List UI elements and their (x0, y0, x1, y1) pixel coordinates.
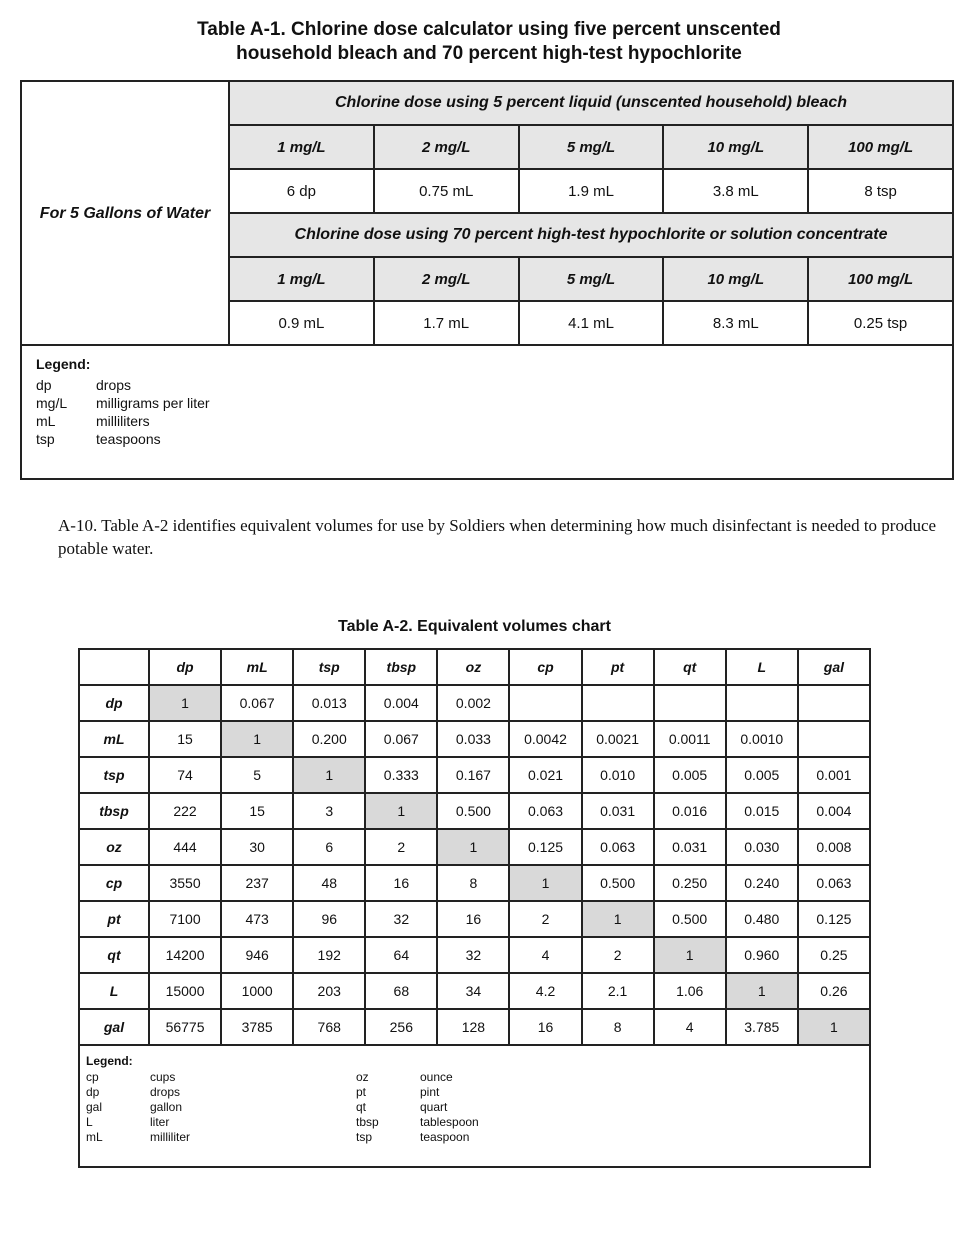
table-cell: 0.0021 (582, 721, 654, 757)
table-cell: 34 (437, 973, 509, 1009)
legend-meaning: quart (420, 1100, 448, 1114)
table-cell: 56775 (149, 1009, 221, 1045)
table-cell: 256 (365, 1009, 437, 1045)
side-label: For 5 Gallons of Water (21, 81, 229, 345)
table-cell: 2 (509, 901, 581, 937)
table-cell: 0.008 (798, 829, 870, 865)
table-cell: 0.031 (582, 793, 654, 829)
dose-header-cell: 10 mg/L (663, 257, 808, 301)
table-cell: 0.015 (726, 793, 798, 829)
column-header-row (79, 649, 870, 685)
table-cell: 32 (365, 901, 437, 937)
legend-abbr: qt (356, 1100, 367, 1114)
legend-meaning: teaspoon (420, 1130, 470, 1144)
table-cell: 0.063 (509, 793, 581, 829)
table-cell: 68 (365, 973, 437, 1009)
table-cell: 0.125 (509, 829, 581, 865)
column-header: oz (437, 649, 509, 685)
table-cell: 0.125 (798, 901, 870, 937)
legend-meaning: drops (96, 377, 132, 393)
table-cell: 7100 (149, 901, 221, 937)
table-cell: 0.240 (726, 865, 798, 901)
legend-abbr: tbsp (356, 1115, 379, 1129)
table-cell: 128 (437, 1009, 509, 1045)
table-row (79, 757, 870, 793)
table-cell: 1 (509, 865, 581, 901)
legend-item (356, 1070, 626, 1085)
table-cell: 32 (437, 937, 509, 973)
legend-item (36, 376, 952, 394)
column-header: tsp (293, 649, 365, 685)
legend-abbr: dp (36, 377, 52, 393)
table-cell: 8 (437, 865, 509, 901)
legend-meaning: cups (150, 1070, 176, 1084)
legend-meaning: ounce (420, 1070, 453, 1084)
legend-item (356, 1100, 626, 1115)
column-header: L (726, 649, 798, 685)
table-cell: 16 (365, 865, 437, 901)
table-cell: 3.785 (726, 1009, 798, 1045)
row-header: tsp (79, 757, 149, 793)
table-a1-title (0, 18, 978, 66)
table-cell: 0.030 (726, 829, 798, 865)
table-cell: 0.005 (726, 757, 798, 793)
legend-meaning: milligrams per liter (96, 395, 210, 411)
table-cell: 15 (221, 793, 293, 829)
legend-abbr: oz (356, 1070, 369, 1084)
table-cell: 0.0042 (509, 721, 581, 757)
legend-meaning: pint (420, 1085, 440, 1099)
legend-abbr: cp (86, 1070, 99, 1084)
legend-item (36, 430, 952, 448)
table-cell: 0.333 (365, 757, 437, 793)
legend-item (86, 1100, 356, 1115)
table-cell: 4.2 (509, 973, 581, 1009)
legend-meaning: tablespoon (420, 1115, 479, 1129)
legend-abbr: mg/L (36, 395, 68, 411)
dose-header-cell: 100 mg/L (808, 125, 953, 169)
table-a2-legend (79, 1045, 870, 1167)
table-cell: 0.500 (654, 901, 726, 937)
legend-title: Legend: (86, 1054, 133, 1068)
table-cell: 0.960 (726, 937, 798, 973)
htc-value-cell: 4.1 mL (519, 301, 664, 345)
column-header: dp (149, 649, 221, 685)
table-cell: 0.063 (582, 829, 654, 865)
legend-item (86, 1115, 356, 1130)
table-cell: 8 (582, 1009, 654, 1045)
table-cell: 0.067 (365, 721, 437, 757)
bleach-value-cell: 6 dp (229, 169, 374, 213)
dose-header-cell: 10 mg/L (663, 125, 808, 169)
table-cell: 0.010 (582, 757, 654, 793)
table-cell: 0.004 (365, 685, 437, 721)
table-cell: 15000 (149, 973, 221, 1009)
table-cell: 74 (149, 757, 221, 793)
table-cell: 0.480 (726, 901, 798, 937)
table-cell: 3 (293, 793, 365, 829)
table-a1-legend (21, 345, 953, 479)
legend-meaning: milliliters (96, 413, 150, 429)
table-cell: 473 (221, 901, 293, 937)
table-cell: 0.002 (437, 685, 509, 721)
legend-abbr: gal (86, 1100, 103, 1114)
table-cell: 946 (221, 937, 293, 973)
bleach-value-cell: 8 tsp (808, 169, 953, 213)
legend-item (356, 1085, 626, 1100)
table-row (79, 901, 870, 937)
table-cell (582, 685, 654, 721)
table-cell: 16 (509, 1009, 581, 1045)
table-cell (509, 685, 581, 721)
legend-meaning: drops (150, 1085, 181, 1099)
legend-item (356, 1130, 626, 1145)
table-cell: 0.031 (654, 829, 726, 865)
htc-value-cell: 0.9 mL (229, 301, 374, 345)
table-cell: 1 (437, 829, 509, 865)
row-header: oz (79, 829, 149, 865)
dose-header-cell: 5 mg/L (519, 257, 664, 301)
table-cell: 1.06 (654, 973, 726, 1009)
legend-item (86, 1070, 356, 1085)
table-cell: 96 (293, 901, 365, 937)
legend-item (36, 412, 952, 430)
table-cell: 237 (221, 865, 293, 901)
table-cell: 0.500 (437, 793, 509, 829)
row-header: L (79, 973, 149, 1009)
table-cell: 768 (293, 1009, 365, 1045)
htc-value-cell: 8.3 mL (663, 301, 808, 345)
table-cell: 0.063 (798, 865, 870, 901)
legend-abbr: tsp (36, 431, 55, 447)
table-cell: 64 (365, 937, 437, 973)
htc-value-cell: 1.7 mL (374, 301, 519, 345)
column-header: pt (582, 649, 654, 685)
table-cell: 0.250 (654, 865, 726, 901)
column-header: mL (221, 649, 293, 685)
dose-header-cell: 1 mg/L (229, 125, 374, 169)
table-cell: 0.0010 (726, 721, 798, 757)
table-cell (798, 685, 870, 721)
chlorine-dose-table (20, 80, 954, 480)
table-cell: 1 (221, 721, 293, 757)
table-a2-title: Table A-2. Equivalent volumes chart (338, 618, 611, 635)
dose-header-cell: 2 mg/L (374, 257, 519, 301)
table-cell: 1000 (221, 973, 293, 1009)
table-cell: 0.004 (798, 793, 870, 829)
table-cell: 0.067 (221, 685, 293, 721)
legend-abbr: L (86, 1115, 93, 1129)
table-row (79, 721, 870, 757)
legend-meaning: liter (150, 1115, 170, 1129)
legend-meaning: milliliter (150, 1130, 190, 1144)
table-cell: 3550 (149, 865, 221, 901)
table-cell: 0.500 (582, 865, 654, 901)
legend-title: Legend: (36, 356, 91, 372)
table-cell: 0.167 (437, 757, 509, 793)
column-header: qt (654, 649, 726, 685)
legend-abbr: mL (36, 413, 56, 429)
dose-header-cell: 1 mg/L (229, 257, 374, 301)
column-header: gal (798, 649, 870, 685)
table-row (79, 793, 870, 829)
row-header: tbsp (79, 793, 149, 829)
row-header: dp (79, 685, 149, 721)
section1-title: Chlorine dose using 5 percent liquid (unscented household) bleach (229, 81, 953, 125)
row-header: pt (79, 901, 149, 937)
legend-item (86, 1130, 356, 1145)
table-cell: 222 (149, 793, 221, 829)
table-cell: 0.005 (654, 757, 726, 793)
table-cell: 1 (293, 757, 365, 793)
table-cell: 2.1 (582, 973, 654, 1009)
table-row (79, 1009, 870, 1045)
legend-abbr: pt (356, 1085, 367, 1099)
htc-value-cell: 0.25 tsp (808, 301, 953, 345)
table-cell: 0.013 (293, 685, 365, 721)
table-cell: 1 (582, 901, 654, 937)
table-cell: 3785 (221, 1009, 293, 1045)
table-cell: 0.016 (654, 793, 726, 829)
legend-item (356, 1115, 626, 1130)
table-cell: 15 (149, 721, 221, 757)
row-header: gal (79, 1009, 149, 1045)
table-cell: 0.0011 (654, 721, 726, 757)
row-header: cp (79, 865, 149, 901)
table-cell: 203 (293, 973, 365, 1009)
section2-title: Chlorine dose using 70 percent high-test hypochlorite or solution concentrate (229, 213, 953, 257)
dose-header-cell: 100 mg/L (808, 257, 953, 301)
dose-header-cell: 5 mg/L (519, 125, 664, 169)
table-cell: 4 (509, 937, 581, 973)
column-header: cp (509, 649, 581, 685)
table-cell: 2 (582, 937, 654, 973)
table-cell: 1 (654, 937, 726, 973)
equivalent-volumes-table (78, 648, 871, 1168)
table-cell: 0.25 (798, 937, 870, 973)
table-row (79, 937, 870, 973)
table-a1-title-line2: household bleach and 70 percent high-test hypochlorite (236, 43, 742, 64)
table-cell: 0.033 (437, 721, 509, 757)
table-cell: 1 (726, 973, 798, 1009)
table-cell: 5 (221, 757, 293, 793)
table-cell: 14200 (149, 937, 221, 973)
table-cell: 48 (293, 865, 365, 901)
bleach-value-cell: 3.8 mL (663, 169, 808, 213)
legend-abbr: tsp (356, 1130, 373, 1144)
table-row (79, 973, 870, 1009)
legend-meaning: teaspoons (96, 431, 161, 447)
table-row (79, 829, 870, 865)
table-cell: 0.001 (798, 757, 870, 793)
table-row (79, 865, 870, 901)
column-header: tbsp (365, 649, 437, 685)
table-cell: 1 (798, 1009, 870, 1045)
bleach-value-cell: 0.75 mL (374, 169, 519, 213)
table-cell: 2 (365, 829, 437, 865)
legend-item (36, 394, 952, 412)
table-cell: 1 (149, 685, 221, 721)
table-cell: 16 (437, 901, 509, 937)
legend-item (86, 1085, 356, 1100)
row-header: mL (79, 721, 149, 757)
table-cell: 0.200 (293, 721, 365, 757)
table-cell (654, 685, 726, 721)
bleach-value-cell: 1.9 mL (519, 169, 664, 213)
table-cell: 0.021 (509, 757, 581, 793)
paragraph-a10: A-10. Table A-2 identifies equivalent volumes for use by Soldiers when determining how much disinfectant is needed to produce potable water. (58, 516, 937, 558)
table-cell: 192 (293, 937, 365, 973)
table-cell: 444 (149, 829, 221, 865)
dose-header-cell: 2 mg/L (374, 125, 519, 169)
table-cell: 0.26 (798, 973, 870, 1009)
row-header: qt (79, 937, 149, 973)
table-row (79, 685, 870, 721)
table-cell: 6 (293, 829, 365, 865)
legend-abbr: dp (86, 1085, 100, 1099)
corner-cell (79, 649, 149, 685)
legend-abbr: mL (86, 1130, 103, 1144)
table-cell: 1 (365, 793, 437, 829)
table-cell: 4 (654, 1009, 726, 1045)
legend-meaning: gallon (150, 1100, 183, 1114)
table-cell (798, 721, 870, 757)
table-a1-title-line1: Table A-1. Chlorine dose calculator using five percent unscented (197, 19, 781, 40)
table-cell (726, 685, 798, 721)
table-cell: 30 (221, 829, 293, 865)
